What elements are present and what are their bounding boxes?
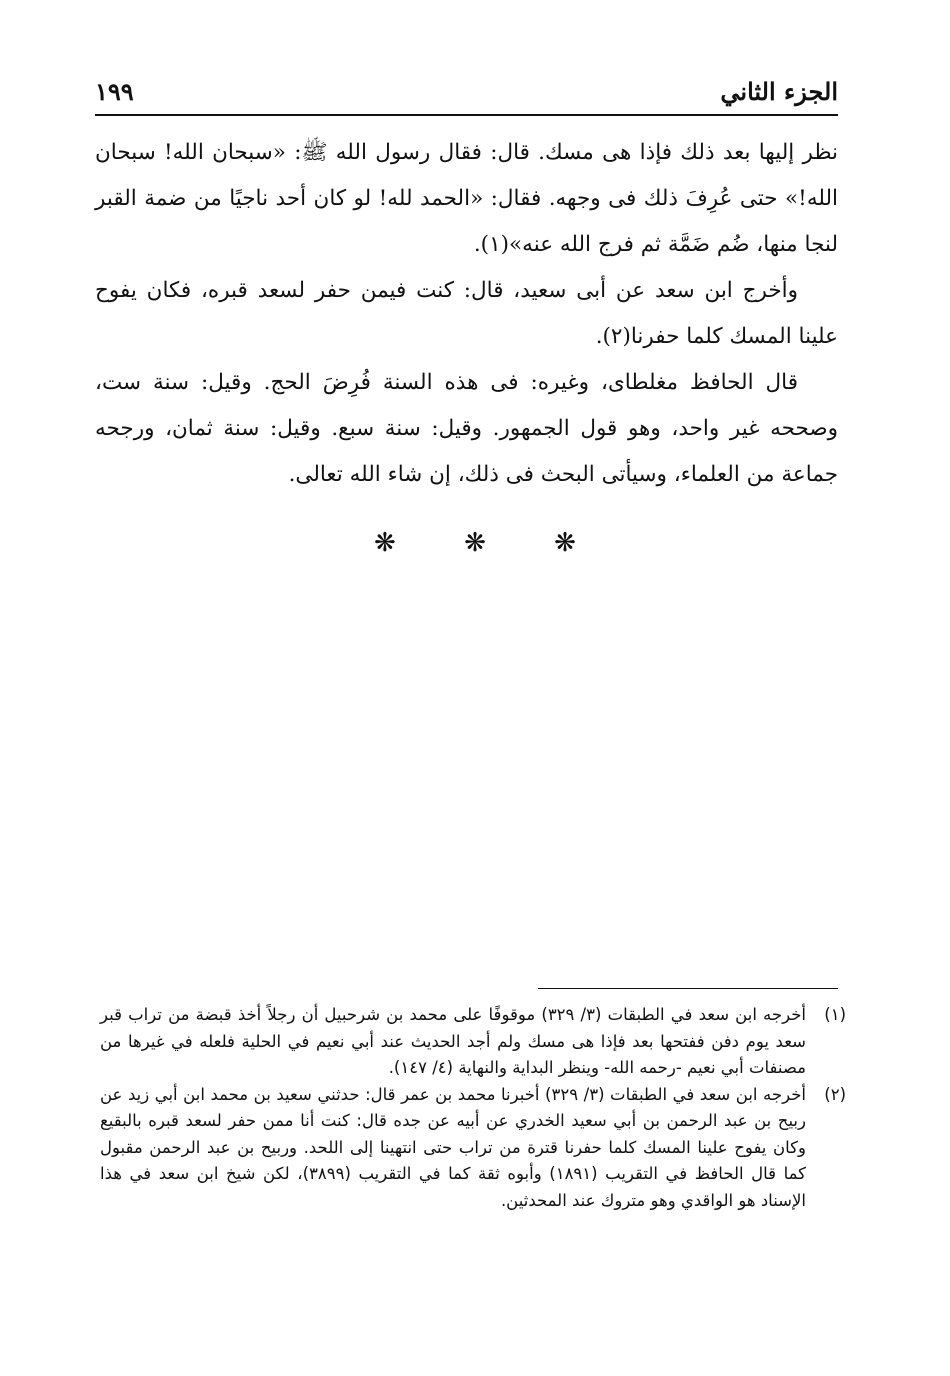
paragraph: قال الحافظ مغلطاى، وغيره: فى هذه السنة فُرِضَ الحج. وقيل: سنة ست، وصححه غير واحد، وهو قول الجمهور. وقيل: سنة سبع. وقيل: سنة ثمان، ورجحه جماعة من العلماء، وسيأتى البحث فى ذلك، إن شاء الله تعالى. [95,370,838,487]
page-header [95,68,838,116]
footnotes [100,1002,846,1214]
asterism-star: ❋ [374,528,396,558]
footnote-divider [538,988,838,989]
main-text [95,130,838,498]
footnote-number: (١) [824,1005,846,1024]
footnote-text: أخرجه ابن سعد في الطبقات (٣/ ٣٢٩) موقوفًا على محمد بن شرحبيل أن رجلاً أخذ قبضة من تراب قبر سعد يوم دفن ففتحها بعد فإذا هى مسك ولم أجد الحديث عند أبي نعيم في الحلية فلعله في غيرها من مصنفات أبي نعيم -رحمه الله- وينظر البداية والنهاية (٤/ ١٤٧). [100,1005,806,1077]
page-number: ١٩٩ [95,76,134,106]
footnote-number: (٢) [824,1084,846,1104]
paragraph: نظر إليها بعد ذلك فإذا هى مسك. قال: فقال رسول الله ﷺ: «سبحان الله! سبحان الله!» حتى عُرِفَ ذلك فى وجهه. فقال: «الحمد لله! لو كان أحد ناجيًا من ضمة القبر لنجا منها، ضُم ضَمَّة ثم فرج الله عنه»(١). [95,140,838,257]
running-title: الجزء الثاني [720,76,838,106]
footnote [100,1002,846,1082]
footnote [100,1082,846,1215]
section-separator [0,528,950,558]
asterism-star: ❋ [464,528,486,558]
footnote-text: أخرجه ابن سعد في الطبقات (٣/ ٣٢٩) أخبرنا محمد بن عمر قال: حدثني سعيد بن محمد ابن أبي زيد عن ربيح بن عبد الرحمن بن أبي سعيد الخدري عن أبيه عن جده قال: كنت أنا ممن حفر لسعد قبره بالبقيع وكان يفوح علينا المسك كلما حفرنا قترة من تراب حتى انتهينا إلى اللحد. وربيح بن عبد الرحمن مقبول كما قال الحافظ في التقريب (١٨٩١) وأبوه ثقة كما في التقريب (٣٨٩٩)، لكن شيخ ابن سعد في هذا الإسناد هو الواقدي وهو متروك عند المحدثين. [100,1084,807,1210]
paragraph: وأخرج ابن سعد عن أبى سعيد، قال: كنت فيمن حفر لسعد قبره، فكان يفوح علينا المسك كلما حفرنا(٢). [95,278,838,349]
asterism-star: ❋ [554,528,576,558]
